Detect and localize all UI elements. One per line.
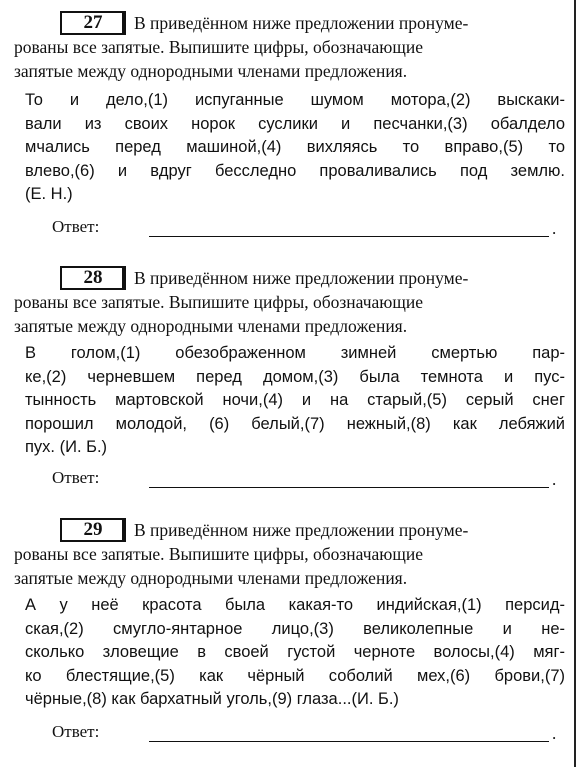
answer-end-dot: . [552, 724, 557, 743]
task-sentence [25, 342, 565, 460]
instruction-line: В приведённом ниже предложении пронуме- [134, 520, 469, 540]
instruction-line: В приведённом ниже предложении пронуме- [134, 13, 469, 33]
instruction-line: рованы все запятые. Выпишите цифры, обозначающие [14, 544, 423, 564]
instruction-line: рованы все запятые. Выпишите цифры, обозначающие [14, 292, 423, 312]
task-28 [0, 266, 576, 489]
sentence-line: пух. (И. Б.) [25, 438, 108, 456]
answer-row [52, 468, 562, 492]
sentence-line: порошил молодой, (6) белый,(7) нежный,(8) как лебяжий [25, 414, 565, 433]
task-number-box: 29 [60, 518, 124, 542]
sentence-line: чёрные,(8) как бархатный уголь,(9) глаза...(И. Б.) [25, 690, 399, 708]
sentence-line: мчались перед машиной,(4) вихляясь то вправо,(5) то [25, 138, 565, 156]
sentence-line: То и дело,(1) испуганные шумом мотора,(2) выскаки- [25, 91, 565, 109]
instruction-line: В приведённом ниже предложении пронуме- [134, 268, 469, 288]
answer-input-line[interactable] [149, 487, 549, 488]
sentence-line: сколько зловещие в своей густой черноте волосы,(4) мяг- [25, 643, 565, 661]
task-number-box: 27 [60, 11, 124, 35]
task-instruction [0, 266, 576, 338]
instruction-line: запятые между однородными членами предложения. [14, 61, 408, 81]
sentence-line: влево,(6) и вдруг бесследно проваливались под землю. [25, 161, 565, 180]
answer-row [52, 217, 562, 241]
task-instruction [0, 11, 576, 83]
answer-input-line[interactable] [149, 741, 549, 742]
instruction-line: рованы все запятые. Выпишите цифры, обозначающие [14, 37, 423, 57]
sentence-line: тынность мартовской ночи,(4) и на старый,(5) серый снег [25, 391, 565, 409]
task-number-box: 28 [60, 266, 124, 290]
instruction-line: запятые между однородными членами предложения. [14, 568, 408, 588]
sentence-line: В голом,(1) обезображенном зимней смертью пар- [25, 344, 565, 362]
answer-row [52, 722, 562, 746]
answer-end-dot: . [552, 219, 557, 238]
answer-input-line[interactable] [149, 236, 549, 237]
answer-label: Ответ: [52, 468, 100, 487]
instruction-line: запятые между однородными членами предложения. [14, 316, 408, 336]
task-27 [0, 11, 576, 238]
task-header [0, 518, 576, 588]
task-header [0, 266, 576, 336]
sentence-line: ко блестящие,(5) как чёрный соболий мех,(6) брови,(7) [25, 666, 565, 685]
answer-label: Ответ: [52, 217, 100, 236]
answer-label: Ответ: [52, 722, 100, 741]
sentence-line: А у неё красота была какая-то индийская,(1) персид- [25, 596, 565, 614]
task-sentence [25, 89, 565, 207]
task-sentence [25, 594, 565, 712]
task-29 [0, 518, 576, 743]
task-instruction [0, 518, 576, 590]
task-header [0, 11, 576, 81]
sentence-line: ке,(2) черневшем перед домом,(3) была темнота и пус- [25, 367, 565, 386]
sentence-line: вали из своих норок суслики и песчанки,(3) обалдело [25, 114, 565, 133]
answer-end-dot: . [552, 470, 557, 489]
sentence-line: ская,(2) смугло-янтарное лицо,(3) великолепные и не- [25, 619, 565, 638]
sentence-line: (Е. Н.) [25, 185, 73, 203]
